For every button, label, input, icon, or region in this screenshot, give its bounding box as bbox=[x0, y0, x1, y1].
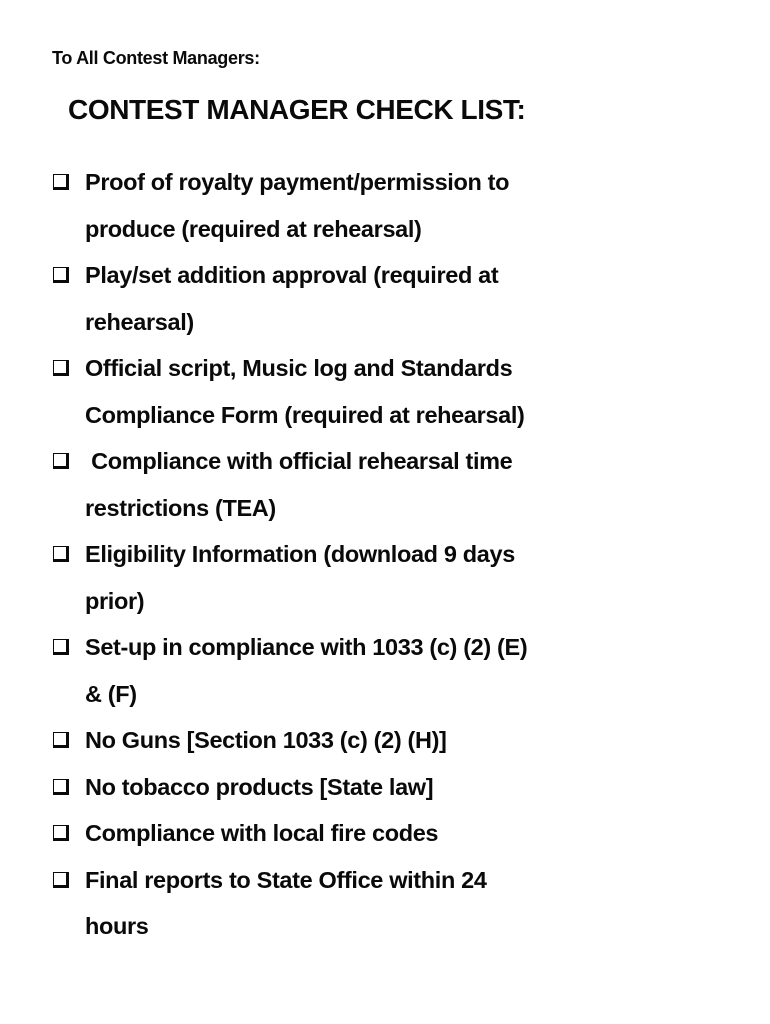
checklist-item-text: Compliance with local fire codes bbox=[85, 820, 439, 846]
checklist-item-no-tobacco bbox=[52, 764, 732, 811]
empty-checkbox-icon[interactable] bbox=[53, 779, 69, 795]
empty-checkbox-icon[interactable] bbox=[53, 174, 69, 190]
empty-checkbox-icon[interactable] bbox=[53, 546, 69, 562]
empty-checkbox-icon[interactable] bbox=[53, 872, 69, 888]
checklist-item-text: Final reports to State Office within 24 bbox=[85, 866, 487, 893]
empty-checkbox-icon[interactable] bbox=[53, 732, 69, 748]
empty-checkbox-icon[interactable] bbox=[53, 825, 69, 841]
checklist-item-text: & (F) bbox=[85, 680, 137, 707]
checklist-item-text: Set-up in compliance with 1033 (c) (2) (E) bbox=[85, 634, 528, 660]
checklist-item-text: Compliance with official rehearsal time bbox=[85, 448, 513, 474]
checklist-item-text: hours bbox=[85, 913, 149, 939]
checklist-item-setup-compliance bbox=[52, 624, 732, 717]
checklist-item-official-script bbox=[52, 345, 732, 438]
salutation: To All Contest Managers: bbox=[52, 48, 260, 68]
checklist-item-text: restrictions (TEA) bbox=[85, 494, 276, 521]
checklist-item-text: Official script, Music log and Standards bbox=[85, 355, 513, 381]
checklist-item-royalty-proof bbox=[52, 159, 732, 252]
empty-checkbox-icon[interactable] bbox=[53, 639, 69, 655]
checklist-item-eligibility bbox=[52, 531, 732, 624]
checklist-item-text: Proof of royalty payment/permission to bbox=[85, 169, 510, 195]
checklist-item-text: rehearsal) bbox=[85, 308, 194, 335]
checklist-item-final-reports bbox=[52, 857, 732, 950]
empty-checkbox-icon[interactable] bbox=[53, 360, 69, 376]
checklist-item-text: Play/set addition approval (required at bbox=[85, 262, 499, 288]
checklist-item-text: Eligibility Information (download 9 days bbox=[85, 541, 515, 567]
empty-checkbox-icon[interactable] bbox=[53, 453, 69, 469]
page-title: CONTEST MANAGER CHECK LIST: bbox=[68, 94, 526, 125]
checklist-item-no-guns bbox=[52, 717, 732, 764]
checklist-item-text: No Guns [Section 1033 (c) (2) (H)] bbox=[85, 727, 447, 753]
checklist-item-text: Compliance Form (required at rehearsal) bbox=[85, 401, 525, 428]
checklist-item-play-set-approval bbox=[52, 252, 732, 345]
checklist-item-text: produce (required at rehearsal) bbox=[85, 215, 422, 242]
checklist-item-text: No tobacco products [State law] bbox=[85, 773, 434, 800]
checklist-item-text: prior) bbox=[85, 587, 145, 614]
checklist-item-fire-codes bbox=[52, 810, 732, 857]
empty-checkbox-icon[interactable] bbox=[53, 267, 69, 283]
checklist bbox=[52, 159, 732, 950]
checklist-item-rehearsal-time bbox=[52, 438, 732, 531]
